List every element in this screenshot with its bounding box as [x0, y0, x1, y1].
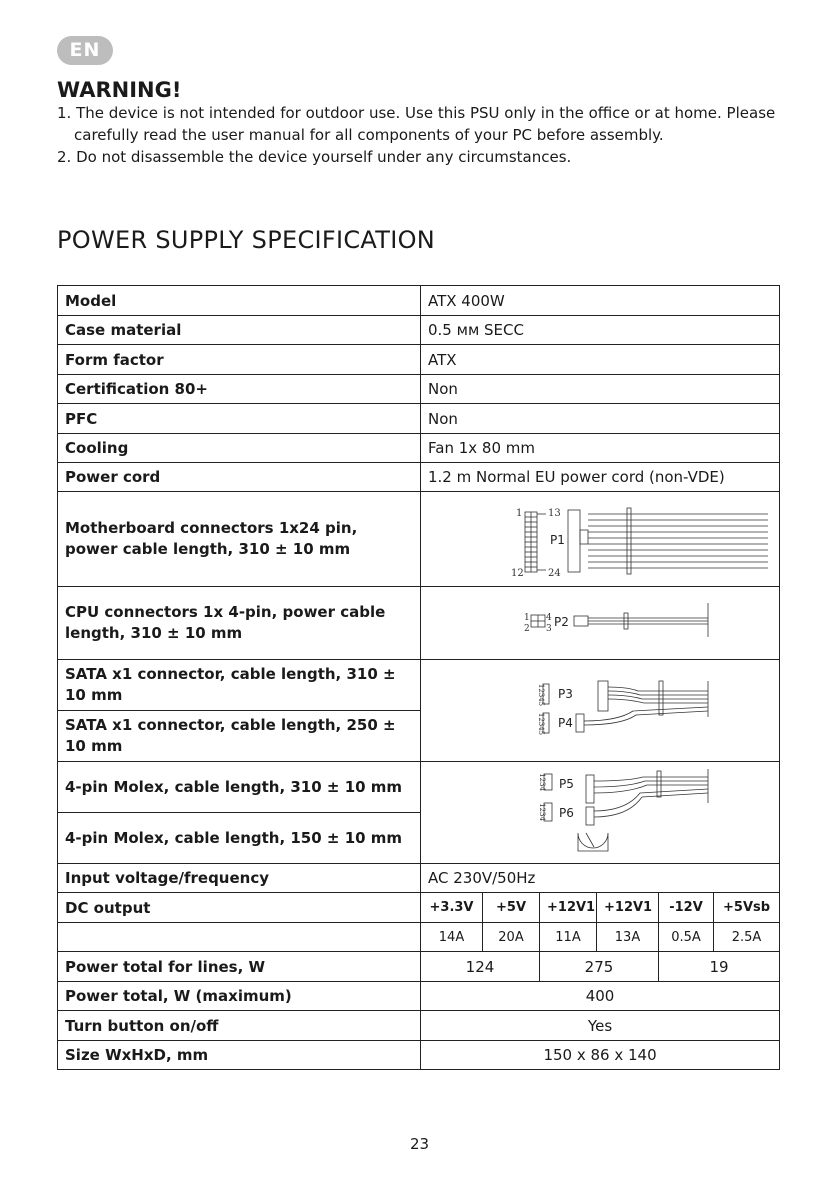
table-row [58, 404, 780, 434]
p3-p4-connector-illustration [428, 661, 780, 761]
power-max-label: Power total, W (maximum) [58, 982, 421, 1011]
input-value: AC 230V/50Hz [421, 864, 780, 893]
table-row [58, 492, 780, 587]
p2-pin-label: 3 [546, 624, 552, 634]
model-value: ATX 400W [421, 286, 780, 316]
cord-value: 1.2 m Normal EU power cord (non-VDE) [421, 463, 780, 492]
button-label: Turn button on/off [58, 1011, 421, 1041]
table-row [58, 587, 780, 660]
mb-label: Motherboard connectors 1x24 pin, power cable length, 310 ± 10 mm [58, 492, 421, 587]
power-max-value: 400 [421, 982, 780, 1011]
dc-rail: +5V [483, 893, 540, 923]
p2-connector-illustration [428, 587, 780, 659]
cooling-value: Fan 1x 80 mm [421, 434, 780, 463]
dc-current: 0.5A [659, 923, 714, 952]
p4-pin-label: 12345 [537, 712, 545, 735]
cpu-connector-diagram [421, 587, 780, 660]
sata1-label: SATA x1 connector, cable length, 310 ± 10 mm [58, 660, 421, 711]
table-row [58, 463, 780, 492]
molex2-label: 4-pin Molex, cable length, 150 ± 10 mm [58, 813, 421, 864]
input-label: Input voltage/frequency [58, 864, 421, 893]
p3-pin-label: 12345 [537, 683, 545, 706]
p1-pin-label: 12 [511, 568, 524, 579]
p6-label: P6 [559, 805, 574, 820]
table-row [58, 864, 780, 893]
table-row [58, 982, 780, 1011]
case-value: 0.5 мм SECC [421, 316, 780, 345]
molex1-label: 4-pin Molex, cable length, 310 ± 10 mm [58, 762, 421, 813]
warning-list [57, 102, 797, 168]
spec-title: POWER SUPPLY SPECIFICATION [57, 226, 436, 254]
mb-connector-diagram [421, 492, 780, 587]
table-row [58, 1041, 780, 1070]
cert-label: Certification 80+ [58, 375, 421, 404]
case-label: Case material [58, 316, 421, 345]
pfc-label: PFC [58, 404, 421, 434]
warning-title: WARNING! [57, 78, 182, 102]
table-row [58, 893, 780, 923]
dc-current: 20A [483, 923, 540, 952]
model-label: Model [58, 286, 421, 316]
dc-rail: +5Vsb [714, 893, 780, 923]
dc-rail: +12V1 [540, 893, 597, 923]
dc-label: DC output [58, 893, 421, 923]
p2-pin-label: 1 [524, 613, 530, 623]
p6-pin-label: 1234 [538, 802, 546, 821]
cord-label: Power cord [58, 463, 421, 492]
p5-p6-connector-illustration [428, 763, 780, 863]
table-row [58, 1011, 780, 1041]
power-lines-label: Power total for lines, W [58, 952, 421, 982]
table-row [58, 923, 780, 952]
pfc-value: Non [421, 404, 780, 434]
p2-pin-label: 4 [546, 613, 552, 623]
p1-pin-label: 13 [548, 508, 561, 519]
table-row [58, 316, 780, 345]
p1-pin-label: 24 [548, 568, 561, 579]
size-value: 150 x 86 x 140 [421, 1041, 780, 1070]
table-row [58, 952, 780, 982]
table-row [58, 762, 780, 813]
dc-rail: +3.3V [421, 893, 483, 923]
dc-current: 14A [421, 923, 483, 952]
button-value: Yes [421, 1011, 780, 1041]
p2-label: P2 [554, 615, 569, 629]
p1-connector-illustration [428, 492, 780, 586]
table-row [58, 345, 780, 375]
power-lines-value: 124 [421, 952, 540, 982]
p1-label: P1 [550, 533, 565, 547]
sata-connector-diagram [421, 660, 780, 762]
cooling-label: Cooling [58, 434, 421, 463]
p3-label: P3 [558, 686, 573, 701]
dc-current: 11A [540, 923, 597, 952]
dc-rail: +12V1 [597, 893, 659, 923]
table-row [58, 434, 780, 463]
table-row [58, 660, 780, 711]
dc-current: 13A [597, 923, 659, 952]
power-lines-value: 19 [659, 952, 780, 982]
p2-pin-label: 2 [524, 624, 530, 634]
sata2-label: SATA x1 connector, cable length, 250 ± 10 mm [58, 711, 421, 762]
dc-rail: -12V [659, 893, 714, 923]
size-label: Size WxHxD, mm [58, 1041, 421, 1070]
p1-pin-label: 1 [516, 508, 523, 519]
cpu-label: CPU connectors 1x 4-pin, power cable length, 310 ± 10 mm [58, 587, 421, 660]
spec-table [57, 285, 780, 1070]
form-value: ATX [421, 345, 780, 375]
cert-value: Non [421, 375, 780, 404]
page-number: 23 [409, 1135, 430, 1153]
form-label: Form factor [58, 345, 421, 375]
dc-current-empty-label [58, 923, 421, 952]
language-badge: EN [57, 36, 113, 65]
table-row [58, 375, 780, 404]
dc-current: 2.5A [714, 923, 780, 952]
warning-item-1: 1. The device is not intended for outdoor use. Use this PSU only in the office or at home. Please carefully read the user manual for all components of your PC before assembly. [57, 104, 776, 144]
table-row [58, 286, 780, 316]
p5-pin-label: 1234 [538, 772, 546, 791]
p5-label: P5 [559, 776, 574, 791]
molex-connector-diagram [421, 762, 780, 864]
warning-item-2: 2. Do not disassemble the device yourself under any circumstances. [57, 148, 572, 166]
power-lines-value: 275 [540, 952, 659, 982]
p4-label: P4 [558, 715, 573, 730]
